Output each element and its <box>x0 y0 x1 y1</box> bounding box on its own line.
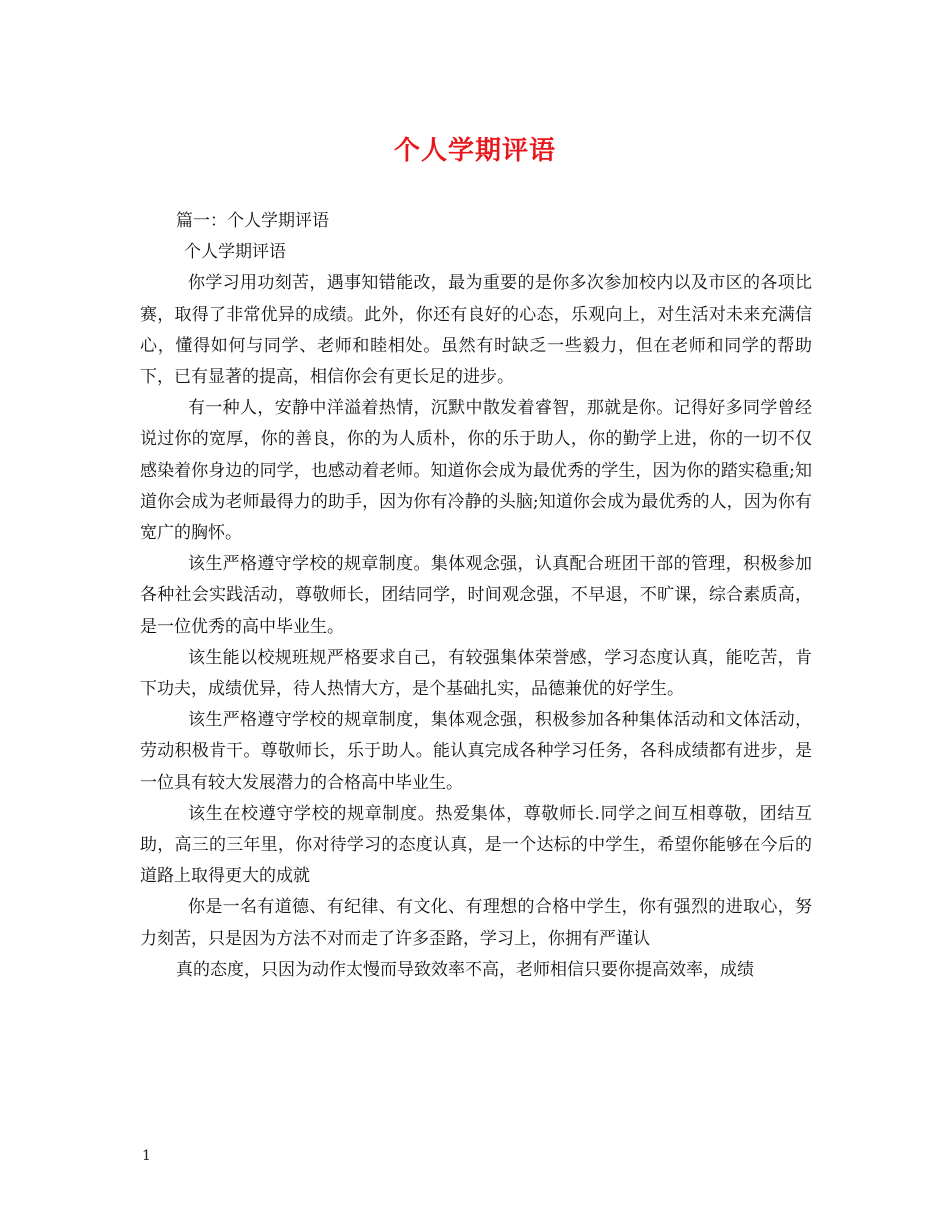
paragraph-6: 该生在校遵守学校的规章制度。热爱集体，尊敬师长.同学之间互相尊敬，团结互助，高三的三年里，你对待学习的态度认真，是一个达标的中学生，希望你能够在今后的道路上取得更大的成就 <box>140 803 812 887</box>
paragraph-5: 该生严格遵守学校的规章制度，集体观念强，积极参加各种集体活动和文体活动，劳动积极肯干。尊敬师长，乐于助人。能认真完成各种学习任务，各科成绩都有进步，是一位具有较大发展潜力的合格高中毕业生。 <box>140 710 812 793</box>
paragraph-2: 有一种人，安静中洋溢着热情，沉默中散发着睿智，那就是你。记得好多同学曾经说过你的宽厚，你的善良，你的为人质朴，你的乐于助人，你的勤学上进，你的一切不仅感染着你身边的同学，也感动着老师。知道你会成为最优秀的学生，因为你的踏实稳重;知道你会成为老师最得力的助手，因为你有冷静的头脑;知道你会成为最优秀的人，因为你有宽广的胸怀。 <box>140 398 812 544</box>
paragraph-continuation: 真的态度，只因为动作太慢而导致效率不高，老师相信只要你提高效率，成绩 <box>176 959 754 980</box>
document-body <box>140 206 812 986</box>
section-subheading: 个人学期评语 <box>184 242 286 263</box>
paragraph-4: 该生能以校规班规严格要求自己，有较强集体荣誉感，学习态度认真，能吃苦，肯下功夫，成绩优异，待人热情大方，是个基础扎实，品德兼优的好学生。 <box>140 647 812 700</box>
paragraph-3: 该生严格遵守学校的规章制度。集体观念强，认真配合班团干部的管理，积极参加各种社会实践活动，尊敬师长，团结同学，时间观念强，不早退，不旷课，综合素质高，是一位优秀的高中毕业生。 <box>140 554 812 637</box>
paragraph-7: 你是一名有道德、有纪律、有文化、有理想的合格中学生，你有强烈的进取心，努力刻苦，只是因为方法不对而走了许多歪路，学习上，你拥有严谨认 <box>140 897 812 949</box>
section-heading: 篇一：个人学期评语 <box>176 211 329 231</box>
paragraph-1: 你学习用功刻苦，遇事知错能改，最为重要的是你多次参加校内以及市区的各项比赛，取得了非常优异的成绩。此外，你还有良好的心态，乐观向上，对生活对未来充满信心，懂得如何与同学、老师和睦相处。虽然有时缺乏一些毅力，但在老师和同学的帮助下，已有显著的提高，相信你会有更长足的进步。 <box>140 273 812 388</box>
document-title: 个人学期评语 <box>393 136 556 166</box>
page-number: 1 <box>142 1148 151 1164</box>
